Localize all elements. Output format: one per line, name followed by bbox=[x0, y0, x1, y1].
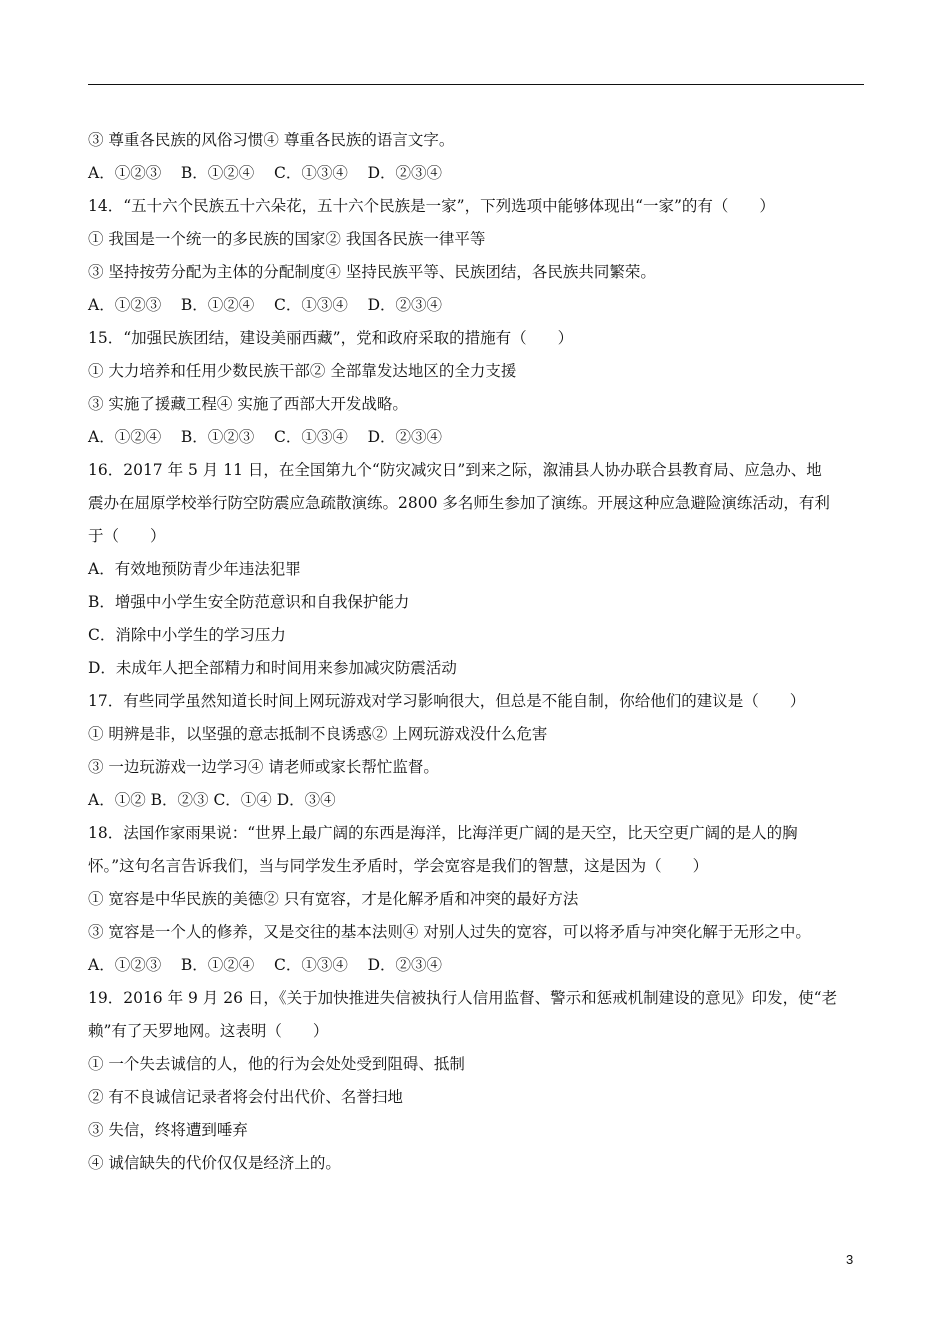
text-line: ① 我国是一个统一的多民族的国家② 我国各民族一律平等 bbox=[88, 230, 486, 248]
text-line: ① 大力培养和任用少数民族干部② 全部靠发达地区的全力支援 bbox=[88, 362, 517, 380]
text-line: ② 有不良诚信记录者将会付出代价、名誉扫地 bbox=[88, 1088, 403, 1106]
text-line: ③ 实施了援藏工程④ 实施了西部大开发战略。 bbox=[88, 395, 408, 413]
option-a: A．有效地预防青少年违法犯罪 bbox=[88, 560, 301, 578]
text-line: 于（ ） bbox=[88, 527, 166, 545]
text-line: 赖”有了天罗地网。这表明（ ） bbox=[88, 1022, 329, 1040]
question-15-stem: 15．“加强民族团结，建设美丽西藏”，党和政府采取的措施有（ ） bbox=[88, 329, 574, 347]
question-19-stem: 19．2016 年 9 月 26 日，《关于加快推进失信被执行人信用监督、警示和惩戒机制建设的意见》印发，使“老 bbox=[88, 989, 838, 1007]
answer-options: A．①②④ B．①②③ C．①③④ D．②③④ bbox=[88, 428, 442, 446]
answer-options: A．①②③ B．①②④ C．①③④ D．②③④ bbox=[88, 956, 442, 974]
answer-options: A．①② B．②③ C．①④ D．③④ bbox=[88, 791, 336, 809]
page-content bbox=[88, 124, 866, 1180]
answer-options: A．①②③ B．①②④ C．①③④ D．②③④ bbox=[88, 296, 442, 314]
question-16-stem: 16．2017 年 5 月 11 日，在全国第九个“防灾减灾日”到来之际，溆浦县人协办联合县教育局、应急办、地 bbox=[88, 461, 822, 479]
answer-options: A．①②③ B．①②④ C．①③④ D．②③④ bbox=[88, 164, 442, 182]
text-line: ③ 失信，终将遭到唾弃 bbox=[88, 1121, 248, 1139]
text-line: ① 宽容是中华民族的美德② 只有宽容，才是化解矛盾和冲突的最好方法 bbox=[88, 890, 579, 908]
text-line: ③ 尊重各民族的风俗习惯④ 尊重各民族的语言文字。 bbox=[88, 131, 455, 149]
text-line: 震办在屈原学校举行防空防震应急疏散演练。2800 多名师生参加了演练。开展这种应急避险演练活动，有利 bbox=[88, 494, 830, 512]
option-d: D．未成年人把全部精力和时间用来参加减灾防震活动 bbox=[88, 659, 457, 677]
question-18-stem: 18．法国作家雨果说：“世界上最广阔的东西是海洋，比海洋更广阔的是天空，比天空更广阔的是人的胸 bbox=[88, 824, 798, 842]
question-14-stem: 14．“五十六个民族五十六朵花，五十六个民族是一家”，下列选项中能够体现出“一家”的有（ ） bbox=[88, 197, 775, 215]
text-line: ① 明辨是非，以坚强的意志抵制不良诱惑② 上网玩游戏没什么危害 bbox=[88, 725, 548, 743]
text-line: ④ 诚信缺失的代价仅仅是经济上的。 bbox=[88, 1154, 341, 1172]
text-line: ③ 一边玩游戏一边学习④ 请老师或家长帮忙监督。 bbox=[88, 758, 439, 776]
text-line: ③ 宽容是一个人的修养，又是交往的基本法则④ 对别人过失的宽容，可以将矛盾与冲突化解于无形之中。 bbox=[88, 923, 811, 941]
text-line: ③ 坚持按劳分配为主体的分配制度④ 坚持民族平等、民族团结，各民族共同繁荣。 bbox=[88, 263, 656, 281]
text-line: ① 一个失去诚信的人，他的行为会处处受到阻碍、抵制 bbox=[88, 1055, 465, 1073]
text-line: 怀。”这句名言告诉我们，当与同学发生矛盾时，学会宽容是我们的智慧，这是因为（ ） bbox=[88, 857, 709, 875]
option-c: C．消除中小学生的学习压力 bbox=[88, 626, 286, 644]
question-17-stem: 17．有些同学虽然知道长时间上网玩游戏对学习影响很大，但总是不能自制，你给他们的建议是（ ） bbox=[88, 692, 806, 710]
header-rule bbox=[88, 84, 864, 85]
option-b: B．增强中小学生安全防范意识和自我保护能力 bbox=[88, 593, 410, 611]
page-number: 3 bbox=[846, 1252, 854, 1267]
